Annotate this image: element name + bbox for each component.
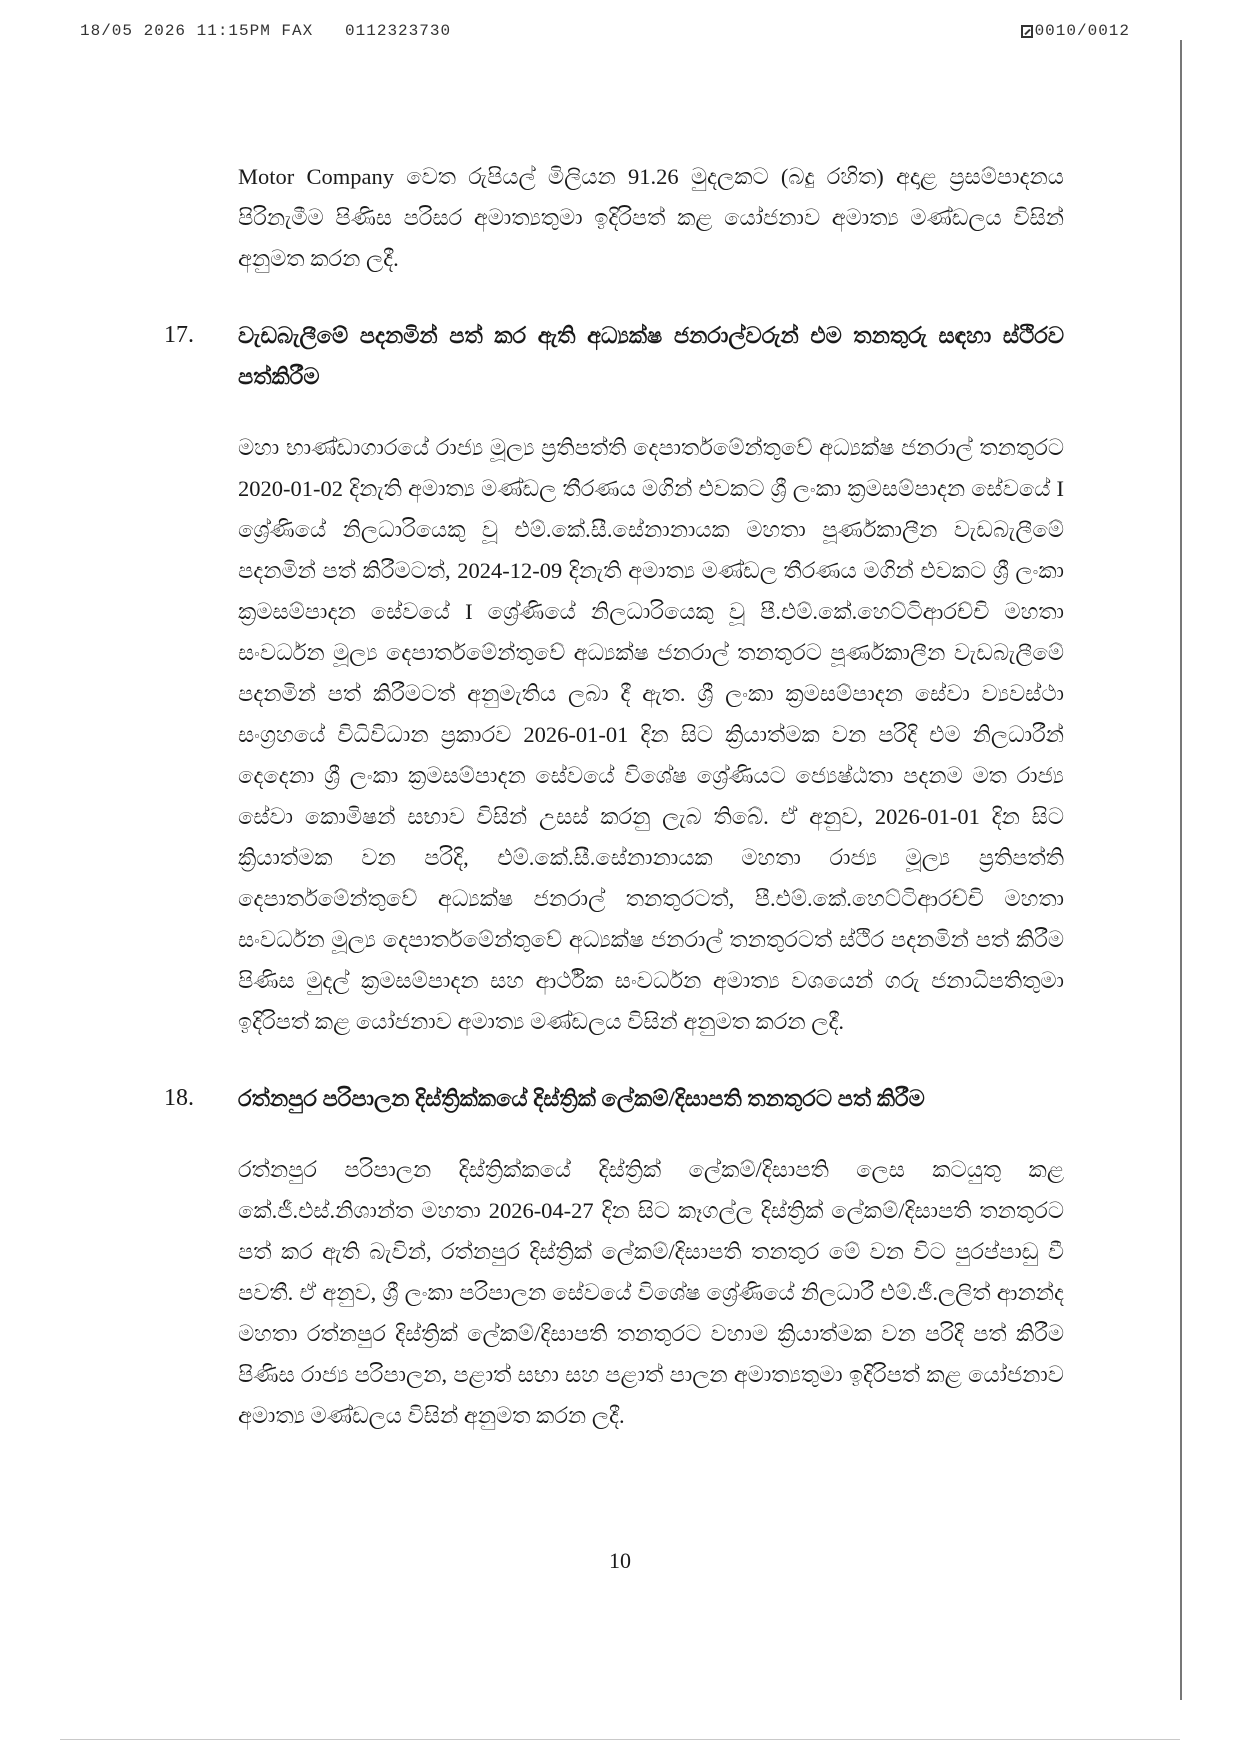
section-18	[164, 1078, 1064, 1436]
document-body	[164, 156, 1064, 1436]
fax-stamp: 18/05 2026 11:15PM FAX 0112323730	[80, 22, 452, 40]
fax-page-counter: 0010/0012	[1034, 22, 1130, 40]
intro-paragraph: Motor Company වෙත රුපියල් මිලියන 91.26 මුදලකට (බදු රහිත) අදාළ ප්‍රසම්පාදනය පිරිනැමීම පිණිස පරිසර අමාත්‍යතුමා ඉදිරිපත් කළ යෝජනාව අමාත්‍ය මණ්ඩලය විසින් අනුමත කරන ලදී.	[238, 164, 1064, 271]
section-number: 17.	[164, 322, 194, 348]
fax-page-counter-group	[1021, 22, 1130, 40]
section-title: වැඩබැලීමේ පදනමින් පත් කර ඇති අධ්‍යක්ෂ ජනරාල්වරුන් එම තනතුරු සඳහා ස්ථිරව පත්කිරීම	[238, 323, 1064, 389]
fax-header	[80, 22, 1130, 40]
page-number: 10	[609, 1548, 631, 1573]
scan-edge-line	[1180, 40, 1182, 1700]
section-body: මහා භාණ්ඩාගාරයේ රාජ්‍ය මූල්‍ය ප්‍රතිපත්ති දෙපාර්තමේන්තුවේ අධ්‍යක්ෂ ජනරාල් තනතුරට 2020-01-02 දිනැති අමාත්‍ය මණ්ඩල තීරණය මගින් එවකට ශ්‍රී ලංකා ක්‍රමසම්පාදන සේවයේ I ශ්‍රේණියේ නිලධාරියෙකු වූ එම්.කේ.සී.සේනානායක මහතා පූර්ණකාලීන වැඩබැලීමේ පදනමින් පත් කිරීමටත්, 2024-12-09 දිනැති අමාත්‍ය මණ්ඩල තීරණය මගින් එවකට ශ්‍රී ලංකා ක්‍රමසම්පාදන සේවයේ I ශ්‍රේණියේ නිලධාරියෙකු වූ පී.එම්.කේ.හෙට්ටිආරච්චි මහතා සංවර්ධන මූල්‍ය දෙපාර්තමේන්තුවේ අධ්‍යක්ෂ ජනරාල් තනතුරට පූර්ණකාලීන වැඩබැලීමේ පදනමින් පත් කිරීමටත් අනුමැතිය ලබා දී ඇත. ශ්‍රී ලංකා ක්‍රමසම්පාදන සේවා ව්‍යවස්ථා සංග්‍රහයේ විධිවිධාන ප්‍රකාරව 2026-01-01 දින සිට ක්‍රියාත්මක වන පරිදි එම නිලධාරීන් දෙදෙනා ශ්‍රී ලංකා ක්‍රමසම්පාදන සේවයේ විශේෂ ශ්‍රේණියට ජ්‍යෙෂ්ඨතා පදනම මත රාජ්‍ය සේවා කොමිෂන් සභාව විසින් උසස් කරනු ලැබ තිබේ. ඒ අනුව, 2026-01-01 දින සිට ක්‍රියාත්මක වන පරිදි, එම්.කේ.සී.සේනානායක මහතා රාජ්‍ය මූල්‍ය ප්‍රතිපත්ති දෙපාර්තමේන්තුවේ අධ්‍යක්ෂ ජනරාල් තනතුරටත්, පී.එම්.කේ.හෙට්ටිආරච්චි මහතා සංවර්ධන මූල්‍ය දෙපාර්තමේන්තුවේ අධ්‍යක්ෂ ජනරාල් තනතුරටත් ස්ථිර පදනමින් පත් කිරීම පිණිස මුදල් ක්‍රමසම්පාදන සහ ආර්ථික සංවර්ධන අමාත්‍ය වශයෙන් ගරු ජනාධිපතිතුමා ඉදිරිපත් කළ යෝජනාව අමාත්‍ය මණ්ඩලය විසින් අනුමත කරන ලදී.	[238, 435, 1064, 1034]
scan-bottom-line	[60, 1739, 1180, 1740]
fax-page-icon	[1021, 25, 1033, 38]
section-number: 18.	[164, 1085, 194, 1111]
section-body: රත්නපුර පරිපාලන දිස්ත්‍රික්කයේ දිස්ත්‍රික් ලේකම්/දිසාපති ලෙස කටයුතු කළ කේ.ජී.එස්.නිශාන්ත මහතා 2026-04-27 දින සිට කෑගල්ල දිස්ත්‍රික් ලේකම්/දිසාපති තනතුරට පත් කර ඇති බැවින්, රත්නපුර දිස්ත්‍රික් ලේකම්/දිසාපති තනතුර මේ වන විට පුරප්පාඩු වී පවතී. ඒ අනුව, ශ්‍රී ලංකා පරිපාලන සේවයේ විශේෂ ශ්‍රේණියේ නිලධාරී එම්.ජී.ලලිත් ආනන්ද මහතා රත්නපුර දිස්ත්‍රික් ලේකම්/දිසාපති තනතුරට වහාම ක්‍රියාත්මක වන පරිදි පත් කිරීම පිණිස රාජ්‍ය පරිපාලන, පළාත් සභා සහ පළාත් පාලන අමාත්‍යතුමා ඉදිරිපත් කළ යෝජනාව අමාත්‍ය මණ්ඩලය විසින් අනුමත කරන ලදී.	[238, 1157, 1064, 1428]
section-title: රත්නපුර පරිපාලන දිස්ත්‍රික්කයේ දිස්ත්‍රික් ලේකම්/දිසාපති තනතුරට පත් කිරීම	[238, 1086, 925, 1111]
section-17	[164, 315, 1064, 1042]
